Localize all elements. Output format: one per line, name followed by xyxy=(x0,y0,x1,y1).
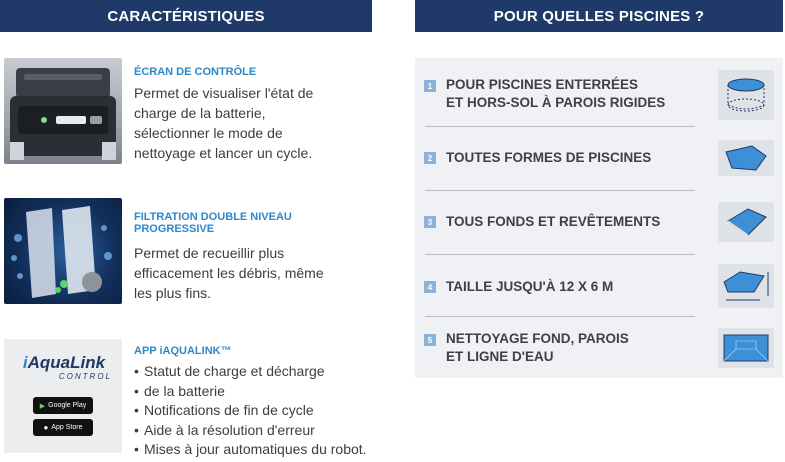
divider xyxy=(425,126,695,127)
list-item: • Notifications de fin de cycle xyxy=(134,401,404,421)
divider xyxy=(425,254,695,255)
pool-row-4 xyxy=(415,264,783,312)
feature-title: ÉCRAN DE CONTRÔLE xyxy=(134,66,257,78)
pool-row-1 xyxy=(415,70,783,126)
pool-label: TAILLE JUSQU'À 12 X 6 M xyxy=(446,279,614,294)
google-play-button[interactable]: ▶ Google Play xyxy=(33,397,93,414)
pool-row-3 xyxy=(415,202,783,246)
feature-control-screen xyxy=(4,58,404,168)
pool-label: POUR PISCINES ENTERRÉES ET HORS-SOL À PAROIS RIGIDES xyxy=(446,77,666,110)
divider xyxy=(425,190,695,191)
divider xyxy=(425,316,695,317)
number-badge: 3 xyxy=(424,216,436,228)
above-ground-pool-icon xyxy=(718,70,774,120)
pool-row-2 xyxy=(415,138,783,182)
pool-floor-icon xyxy=(718,202,774,242)
app-badge-panel xyxy=(4,339,122,453)
freeform-pool-icon xyxy=(718,140,774,176)
pool-label: NETTOYAGE FOND, PAROIS ET LIGNE D'EAU xyxy=(446,331,629,364)
iaqualink-logo: iAquaLink CONTROL xyxy=(22,353,112,381)
pool-label: TOUS FONDS ET REVÊTEMENTS xyxy=(446,214,661,229)
pools-panel xyxy=(415,58,783,378)
pools-header: POUR QUELLES PISCINES ? xyxy=(415,0,783,32)
app-feature-list xyxy=(134,362,404,460)
pool-label: TOUTES FORMES DE PISCINES xyxy=(446,150,652,165)
pool-walls-icon xyxy=(718,328,774,368)
feature-title: APP iAQUALINK™ xyxy=(134,345,232,357)
pool-dimensions-icon xyxy=(718,264,774,308)
feature-filtration xyxy=(4,198,404,308)
apple-icon: ● xyxy=(43,423,49,432)
app-store-button[interactable]: ● App Store xyxy=(33,419,93,436)
control-screen-photo xyxy=(4,58,122,164)
feature-description: Permet de recueillir plus efficacement les débris, même les plus fins. xyxy=(134,245,324,301)
list-item: • Aide à la résolution d'erreur xyxy=(134,421,404,441)
list-item: • Statut de charge et décharge xyxy=(134,362,404,382)
feature-title: FILTRATION DOUBLE NIVEAU PROGRESSIVE xyxy=(134,211,292,235)
filtration-photo xyxy=(4,198,122,304)
play-store-icon: ▶ xyxy=(39,402,46,410)
feature-app-iaqualink xyxy=(4,339,404,459)
number-badge: 2 xyxy=(424,152,436,164)
number-badge: 5 xyxy=(424,334,436,346)
pool-row-5 xyxy=(415,326,783,372)
number-badge: 1 xyxy=(424,80,436,92)
list-item: • Mises à jour automatiques du robot. xyxy=(134,440,404,460)
feature-description: Permet de visualiser l'état de charge de la batterie, sélectionner le mode de nettoyage et lancer un cycle. xyxy=(134,85,314,161)
features-header: CARACTÉRISTIQUES xyxy=(0,0,372,32)
list-item: • de la batterie xyxy=(134,382,404,402)
number-badge: 4 xyxy=(424,281,436,293)
